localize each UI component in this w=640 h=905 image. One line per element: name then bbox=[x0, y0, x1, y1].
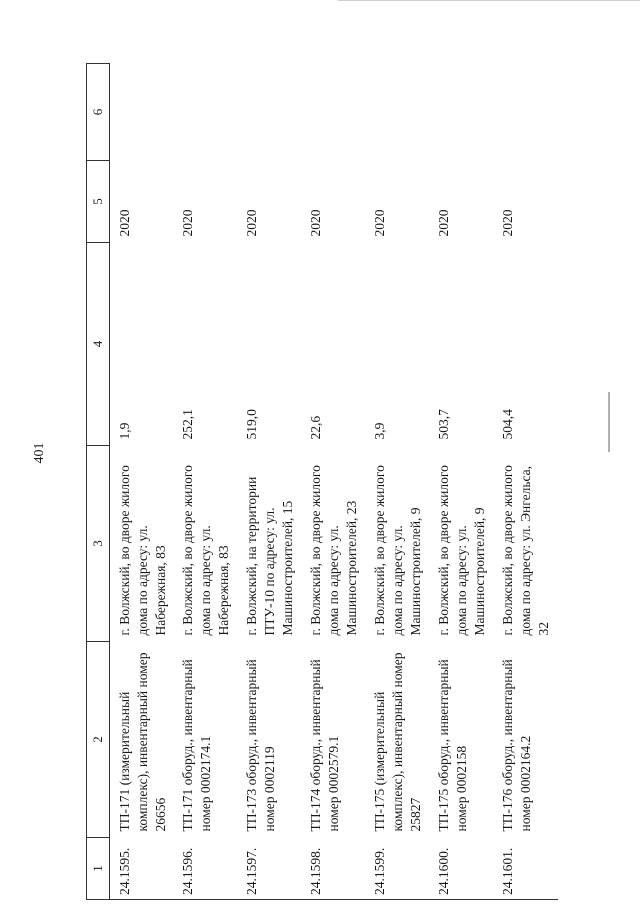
header-col-6: 6 bbox=[87, 64, 110, 161]
header-col-5: 5 bbox=[87, 161, 110, 243]
object-address: г. Волжский, во дворе жилого дома по адресу: ул. Энгельса, 32 bbox=[499, 465, 551, 636]
row-number: 24.1600. bbox=[430, 838, 494, 900]
object-address: г. Волжский, на территории ПТУ-10 по адресу: ул. Машиностроителей, 15 bbox=[243, 476, 295, 636]
row-number: 24.1598. bbox=[302, 838, 366, 900]
table-row bbox=[366, 64, 430, 900]
object-address: г. Волжский, во дворе жилого дома по адресу: ул. Машиностроителей, 23 bbox=[307, 465, 359, 636]
object-address: г. Волжский, во дворе жилого дома по адресу: ул. Набережная, 83 bbox=[117, 465, 168, 636]
rotated-table-frame bbox=[86, 64, 616, 900]
row-number: 24.1595. bbox=[110, 838, 174, 900]
row-number: 24.1601. bbox=[494, 838, 558, 900]
top-rule bbox=[338, 0, 640, 1]
object-name: ТП-173 оборуд., инвентарный номер 0002119 bbox=[243, 659, 277, 832]
object-name: ТП-174 оборуд., инвентарный номер 0002579.1 bbox=[307, 659, 341, 832]
header-col-3: 3 bbox=[87, 446, 110, 642]
object-name: ТП-171 (измерительный комплекс), инвентарный номер 26656 bbox=[117, 652, 168, 832]
header-row bbox=[87, 64, 110, 900]
object-note bbox=[238, 64, 302, 161]
object-value: 519,0 bbox=[243, 409, 259, 440]
object-year: 2020 bbox=[243, 209, 259, 237]
object-note bbox=[366, 64, 430, 161]
table-row bbox=[174, 64, 238, 900]
object-value: 1,9 bbox=[117, 422, 132, 440]
row-number: 24.1599. bbox=[366, 838, 430, 900]
object-note bbox=[430, 64, 494, 161]
object-value: 22,6 bbox=[307, 415, 323, 440]
object-year: 2020 bbox=[117, 209, 132, 237]
object-note bbox=[174, 64, 238, 161]
object-value: 3,9 bbox=[371, 422, 387, 440]
table-container bbox=[86, 64, 616, 900]
scan-mark bbox=[608, 392, 610, 452]
header-col-4: 4 bbox=[87, 243, 110, 446]
header-col-2: 2 bbox=[87, 642, 110, 838]
property-table bbox=[86, 63, 558, 900]
table-row bbox=[430, 64, 494, 900]
table-row bbox=[494, 64, 558, 900]
object-name: ТП-171 оборуд., инвентарный номер 0002174.1 bbox=[179, 659, 213, 832]
object-name: ТП-175 (измерительный комплекс), инвентарный номер 25827 bbox=[371, 652, 423, 832]
table-row bbox=[302, 64, 366, 900]
header-col-1: 1 bbox=[87, 838, 110, 900]
object-value: 252,1 bbox=[179, 409, 195, 440]
object-year: 2020 bbox=[371, 209, 387, 237]
row-number: 24.1597. bbox=[238, 838, 302, 900]
object-year: 2020 bbox=[179, 209, 195, 237]
table-row bbox=[110, 64, 174, 900]
object-note bbox=[110, 64, 174, 161]
row-number: 24.1596. bbox=[174, 838, 238, 900]
object-name: ТП-176 оборуд., инвентарный номер 0002164.2 bbox=[499, 659, 533, 832]
object-address: г. Волжский, во дворе жилого дома по адресу: ул. Машиностроителей, 9 bbox=[371, 465, 423, 636]
table-row bbox=[238, 64, 302, 900]
object-name: ТП-175 оборуд., инвентарный номер 0002158 bbox=[435, 659, 469, 832]
object-value: 503,7 bbox=[435, 409, 451, 440]
object-address: г. Волжский, во дворе жилого дома по адресу: ул. Набережная, 83 bbox=[179, 465, 231, 636]
object-year: 2020 bbox=[499, 209, 515, 237]
object-note bbox=[302, 64, 366, 161]
object-year: 2020 bbox=[307, 209, 323, 237]
object-year: 2020 bbox=[435, 209, 451, 237]
page-number: 401 bbox=[32, 442, 47, 464]
object-note bbox=[494, 64, 558, 161]
object-address: г. Волжский, во дворе жилого дома по адресу: ул. Машиностроителей, 9 bbox=[435, 465, 487, 636]
object-value: 504,4 bbox=[499, 409, 515, 440]
